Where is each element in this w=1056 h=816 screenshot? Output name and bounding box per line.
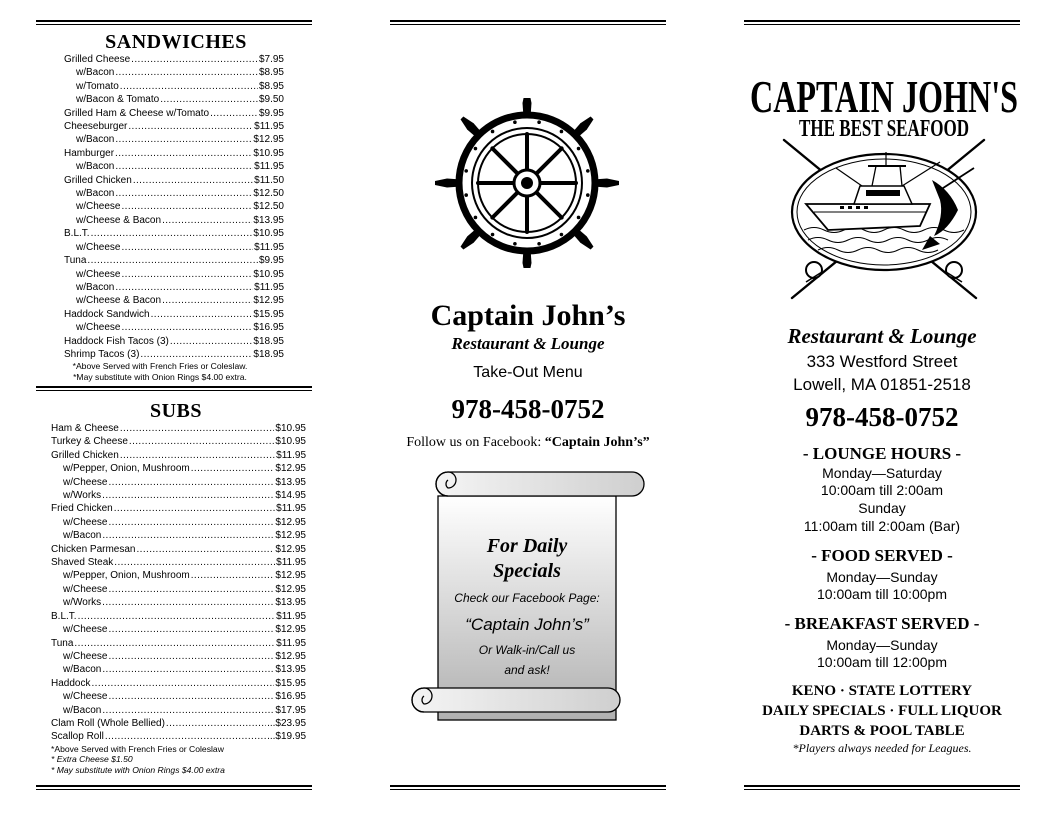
menu-item-price: $13.95 <box>275 664 306 676</box>
hours-section <box>744 443 1020 756</box>
bottom-rule-middle <box>390 785 666 790</box>
menu-item-name: w/Cheese <box>76 322 121 334</box>
dot-leader <box>108 690 274 703</box>
menu-item-price: $11.95 <box>254 121 284 133</box>
dot-leader <box>74 637 275 650</box>
menu-item-row <box>51 583 306 596</box>
menu-item-price: $13.95 <box>253 214 284 226</box>
dot-leader <box>121 268 252 281</box>
menu-item-row <box>40 294 284 307</box>
wheel-dot <box>474 147 478 151</box>
logo-tagline: THE BEST SEAFOOD <box>799 116 969 142</box>
dot-leader <box>133 174 253 187</box>
wheel-dot <box>577 147 581 151</box>
menu-item-price: $18.95 <box>253 348 284 360</box>
menu-item-name: w/Bacon <box>63 664 102 676</box>
menu-item-row <box>40 268 284 281</box>
restaurant-name: Captain John’s <box>430 299 626 332</box>
menu-item-name: w/Bacon <box>76 188 115 200</box>
menu-item-price: $10.95 <box>253 147 284 159</box>
dot-leader <box>131 53 258 66</box>
menu-item-price: $9.50 <box>258 94 284 106</box>
wheel-dot <box>537 242 541 246</box>
menu-item-row <box>40 147 284 160</box>
menu-item-name: Shrimp Tacos (3) <box>64 348 140 360</box>
menu-item-name: w/Bacon <box>76 161 115 173</box>
lounge-hours-line-1: Monday—Saturday <box>822 465 942 481</box>
menu-item-price: $12.95 <box>275 516 306 528</box>
menu-item-row <box>51 569 306 582</box>
leagues-note: *Players always needed for Leagues. <box>792 741 972 755</box>
menu-item-name: w/Cheese <box>63 624 108 636</box>
menu-item-row <box>51 529 306 542</box>
specials-line-1: Check our Facebook Page: <box>454 591 600 605</box>
facebook-name: “Captain John’s” <box>544 435 650 450</box>
menu-item-name: Hamburger <box>64 147 115 159</box>
dot-leader <box>108 583 274 596</box>
menu-item-row <box>40 133 284 146</box>
wheel-dot <box>513 120 517 124</box>
dot-leader <box>87 254 258 267</box>
menu-item-row <box>40 348 284 361</box>
breakfast-served-line-1: Monday—Sunday <box>826 637 938 653</box>
menu-item-price: $11.50 <box>254 174 284 186</box>
menu-item-name: w/Cheese <box>63 691 108 703</box>
menu-item-name: w/Cheese <box>76 268 121 280</box>
menu-item-name: B.L.T. <box>64 228 90 240</box>
menu-item-row <box>51 449 306 462</box>
menu-item-price: $10.95 <box>275 436 306 448</box>
dot-leader <box>114 502 275 515</box>
menu-item-row <box>40 160 284 173</box>
menu-item-row <box>40 308 284 321</box>
menu-item-price: $7.95 <box>258 54 284 65</box>
scroll-content <box>438 534 616 678</box>
specials-line-2: Or Walk-in/Call us <box>478 643 576 657</box>
food-served-title: - FOOD SERVED - <box>811 546 953 565</box>
top-rule-middle <box>390 20 666 25</box>
subs-note-2: * Extra Cheese $1.50 <box>51 754 133 765</box>
dot-leader <box>120 449 275 462</box>
facebook-line <box>355 433 701 453</box>
menu-item-name: w/Cheese & Bacon <box>76 214 162 226</box>
dot-leader <box>108 516 274 529</box>
wheel-dot <box>586 193 590 197</box>
menu-item-name: w/Bacon <box>76 67 115 79</box>
menu-item-name: w/Bacon <box>63 704 102 716</box>
wheel-dot <box>464 169 468 173</box>
food-served-line-1: Monday—Sunday <box>826 569 938 585</box>
menu-item-name: w/Cheese <box>63 476 108 488</box>
dot-leader <box>105 730 266 743</box>
menu-item-price: $11.95 <box>276 503 306 515</box>
menu-item-name: w/Works <box>63 490 102 502</box>
menu-item-name: w/Tomato <box>76 80 119 92</box>
wheel-spoke <box>536 148 561 173</box>
menu-item-price: $8.95 <box>258 80 284 92</box>
sandwiches-section <box>40 31 312 382</box>
menu-item-name: Chicken Parmesan <box>51 543 136 555</box>
lounge-hours-line-2: 10:00am till 2:00am <box>820 482 944 498</box>
menu-item-price: $10.95 <box>253 268 284 280</box>
menu-item-row <box>51 516 306 529</box>
ships-wheel-icon <box>431 98 623 268</box>
right-subtitle: Restaurant & Lounge <box>787 324 977 348</box>
sandwich-note-1: *Above Served with French Fries or Coleslaw. <box>72 361 248 372</box>
dot-leader <box>166 717 266 730</box>
food-served-line-2: 10:00am till 10:00pm <box>817 586 947 602</box>
menu-item-price: $12.95 <box>275 463 306 475</box>
dot-leader <box>151 308 253 321</box>
menu-item-row <box>40 174 284 187</box>
menu-item-price: $12.50 <box>253 188 284 200</box>
dot-leader <box>91 227 253 240</box>
menu-item-price: $11.95 <box>276 449 306 461</box>
restaurant-subtitle: Restaurant & Lounge <box>451 334 605 353</box>
menu-item-name: Cheeseburger <box>64 121 128 133</box>
menu-item-row <box>40 227 284 240</box>
wheel-dot <box>577 216 581 220</box>
dot-leader <box>121 241 253 254</box>
menu-item-row <box>51 677 306 690</box>
dot-leader <box>121 321 252 334</box>
menu-item-row <box>51 543 306 556</box>
dot-leader <box>170 335 253 348</box>
dot-leader <box>115 187 252 200</box>
menu-item-price: $8.95 <box>258 67 284 79</box>
menu-item-name: w/Bacon <box>63 530 102 542</box>
menu-item-price: $12.95 <box>275 543 306 555</box>
menu-item-price: $11.95 <box>276 557 306 569</box>
wheel-dot <box>560 130 564 134</box>
menu-item-price: ...$19.95 <box>267 731 306 743</box>
menu-item-name: Fried Chicken <box>51 503 113 515</box>
menu-item-row <box>40 241 284 254</box>
menu-item-name: Grilled Ham & Cheese w/Tomato <box>64 107 210 119</box>
amenities-line-2: DAILY SPECIALS · FULL LIQUOR <box>762 703 1002 719</box>
dot-leader <box>136 543 274 556</box>
dot-leader <box>160 93 258 106</box>
menu-item-price: $10.95 <box>253 228 284 240</box>
menu-item-name: Tuna <box>51 637 74 649</box>
subs-list <box>51 422 306 744</box>
top-rule-right <box>744 20 1020 25</box>
dot-leader <box>128 120 253 133</box>
wheel-dot <box>491 130 495 134</box>
menu-item-price: $13.95 <box>275 597 306 609</box>
menu-item-row <box>51 663 306 676</box>
specials-line-3: and ask! <box>504 663 550 677</box>
menu-item-price: $11.95 <box>254 241 284 253</box>
wheel-dot <box>491 233 495 237</box>
menu-item-name: Turkey & Cheese <box>51 436 128 448</box>
menu-item-name: Grilled Chicken <box>51 449 119 461</box>
menu-item-name: Scallop Roll <box>51 731 104 743</box>
dot-leader <box>115 133 252 146</box>
menu-item-row <box>51 462 306 475</box>
menu-item-row <box>51 730 306 743</box>
sandwich-list <box>40 53 312 361</box>
menu-item-row <box>51 476 306 489</box>
specials-title-2: Specials <box>493 560 561 582</box>
menu-item-price: $12.50 <box>253 201 284 213</box>
menu-item-row <box>51 596 306 609</box>
menu-item-name: Tuna <box>64 255 87 267</box>
dot-leader <box>115 160 253 173</box>
menu-item-name: Shaved Steak <box>51 557 114 569</box>
menu-item-row <box>40 335 284 348</box>
menu-item-price: $10.95 <box>275 423 306 434</box>
bottom-rule-right <box>744 785 1020 790</box>
menu-item-row <box>51 717 306 730</box>
menu-item-name: Clam Roll (Whole Bellied) <box>51 717 165 729</box>
amenities-line-1: KENO · STATE LOTTERY <box>791 683 973 699</box>
sandwich-note-2: *May substitute with Onion Rings $4.00 extra. <box>73 371 247 382</box>
menu-item-price: $16.95 <box>275 691 306 703</box>
menu-item-name: w/Cheese & Bacon <box>76 295 162 307</box>
menu-item-row <box>40 93 284 106</box>
dot-leader <box>129 435 275 448</box>
menu-item-row <box>40 254 284 267</box>
dot-leader <box>120 422 275 435</box>
bottom-rule-left <box>36 785 312 790</box>
street-address: 333 Westford Street <box>806 352 958 371</box>
lounge-hours-title: - LOUNGE HOURS - <box>802 444 962 463</box>
menu-item-row <box>40 281 284 294</box>
section-divider-rule <box>36 386 312 391</box>
wheel-dot <box>474 216 478 220</box>
specials-facebook-name: “Captain John’s” <box>465 615 589 634</box>
dot-leader <box>102 704 274 717</box>
menu-item-name: Haddock <box>51 677 91 689</box>
menu-item-row <box>51 650 306 663</box>
breakfast-served-line-2: 10:00am till 12:00pm <box>817 654 947 670</box>
dot-leader <box>102 489 274 502</box>
menu-item-price: $14.95 <box>275 490 306 502</box>
dot-leader <box>102 663 274 676</box>
dot-leader <box>102 596 274 609</box>
menu-item-price: $9.95 <box>258 107 284 119</box>
lounge-hours-line-3: Sunday <box>858 500 906 516</box>
menu-item-name: w/Cheese <box>63 516 108 528</box>
menu-item-row <box>40 200 284 213</box>
menu-item-price: $11.95 <box>254 161 284 173</box>
menu-item-name: Grilled Cheese <box>64 54 131 65</box>
dot-leader <box>121 200 252 213</box>
menu-item-price: $13.95 <box>275 476 306 488</box>
menu-item-name: Ham & Cheese <box>51 423 119 434</box>
wheel-spoke <box>492 148 517 173</box>
right-phone-number: 978-458-0752 <box>805 402 959 432</box>
menu-item-name: w/Cheese <box>76 241 121 253</box>
menu-item-row <box>51 637 306 650</box>
top-rule-left <box>36 20 312 25</box>
menu-item-row <box>51 435 306 448</box>
specials-title-1: For Daily <box>486 535 568 557</box>
menu-item-price: $16.95 <box>253 322 284 334</box>
dot-leader <box>162 294 252 307</box>
menu-item-row <box>51 422 306 435</box>
wheel-dot <box>464 193 468 197</box>
dot-leader <box>115 281 253 294</box>
menu-item-row <box>40 80 284 93</box>
dot-leader <box>91 677 274 690</box>
wheel-dot <box>586 169 590 173</box>
dot-leader <box>108 623 274 636</box>
menu-item-price: $15.95 <box>253 308 284 320</box>
takeout-menu-label: Take-Out Menu <box>473 364 583 381</box>
menu-item-row <box>40 66 284 79</box>
menu-item-name: w/Bacon <box>76 281 115 293</box>
wheel-dot <box>537 120 541 124</box>
wheel-spoke <box>536 192 561 217</box>
dot-leader <box>191 462 275 475</box>
menu-item-row <box>40 120 284 133</box>
menu-item-name: w/Pepper, Onion, Mushroom <box>63 570 190 582</box>
menu-item-name: B.L.T. <box>51 610 77 622</box>
menu-item-row <box>51 610 306 623</box>
menu-item-row <box>40 53 284 66</box>
menu-item-row <box>51 502 306 515</box>
lounge-hours-line-4: 11:00am till 2:00am (Bar) <box>803 518 961 534</box>
menu-item-name: w/Bacon <box>76 134 115 146</box>
phone-number: 978-458-0752 <box>451 394 605 424</box>
dot-leader <box>78 610 276 623</box>
menu-item-price: $12.95 <box>275 530 306 542</box>
menu-item-row <box>40 321 284 334</box>
menu-item-name: Grilled Chicken <box>64 174 132 186</box>
menu-item-row <box>51 690 306 703</box>
breakfast-served-title: - BREAKFAST SERVED - <box>784 614 980 633</box>
menu-item-name: w/Pepper, Onion, Mushroom <box>63 463 190 475</box>
subs-note-3: * May substitute with Onion Rings $4.00 extra <box>51 764 225 775</box>
menu-item-name: w/Bacon & Tomato <box>76 94 160 106</box>
dot-leader <box>191 569 275 582</box>
menu-item-price: ...$23.95 <box>267 717 306 729</box>
menu-item-row <box>51 704 306 717</box>
menu-item-name: w/Cheese <box>63 583 108 595</box>
menu-item-price: $12.95 <box>275 650 306 662</box>
menu-item-row <box>40 214 284 227</box>
menu-item-price: $15.95 <box>275 677 306 689</box>
sandwiches-title: SANDWICHES <box>105 31 247 53</box>
subs-title: SUBS <box>149 400 203 422</box>
dot-leader <box>114 556 275 569</box>
dot-leader <box>115 66 258 79</box>
menu-item-price: $18.95 <box>253 335 284 347</box>
menu-item-price: $11.95 <box>276 637 306 649</box>
menu-item-price: $9.95 <box>258 255 284 267</box>
menu-item-price: $17.95 <box>275 704 306 716</box>
menu-item-name: w/Cheese <box>63 650 108 662</box>
wheel-dot <box>513 242 517 246</box>
menu-item-name: w/Works <box>63 597 102 609</box>
dot-leader <box>108 650 274 663</box>
menu-item-price: $12.95 <box>275 570 306 582</box>
facebook-prefix: Follow us on Facebook: <box>406 435 545 450</box>
menu-item-name: Haddock Fish Tacos (3) <box>64 335 169 347</box>
subs-note-1: *Above Served with French Fries or Coleslaw <box>51 743 224 754</box>
menu-item-price: $11.95 <box>254 281 284 293</box>
menu-item-price: $12.95 <box>253 134 284 146</box>
menu-item-row <box>40 187 284 200</box>
wheel-dot <box>560 233 564 237</box>
dot-leader <box>120 80 258 93</box>
menu-item-price: $12.95 <box>275 624 306 636</box>
menu-item-name: Haddock Sandwich <box>64 308 150 320</box>
dot-leader <box>210 107 258 120</box>
dot-leader <box>115 147 252 160</box>
menu-item-row <box>40 107 284 120</box>
wheel-spoke <box>492 192 517 217</box>
menu-item-price: $12.95 <box>275 583 306 595</box>
dot-leader <box>162 214 252 227</box>
menu-item-row <box>51 489 306 502</box>
amenities-line-3: DARTS & POOL TABLE <box>799 723 965 739</box>
logo-title: CAPTAIN JOHN'S <box>750 71 1018 122</box>
menu-item-row <box>51 556 306 569</box>
menu-item-row <box>51 623 306 636</box>
dot-leader <box>140 348 252 361</box>
menu-item-price: $11.95 <box>276 610 306 622</box>
captain-johns-logo <box>744 40 1024 310</box>
dot-leader <box>108 476 274 489</box>
menu-item-name: w/Cheese <box>76 201 121 213</box>
dot-leader <box>102 529 274 542</box>
menu-item-price: $12.95 <box>253 295 284 307</box>
city-address: Lowell, MA 01851-2518 <box>793 375 971 394</box>
subs-section <box>40 400 312 775</box>
